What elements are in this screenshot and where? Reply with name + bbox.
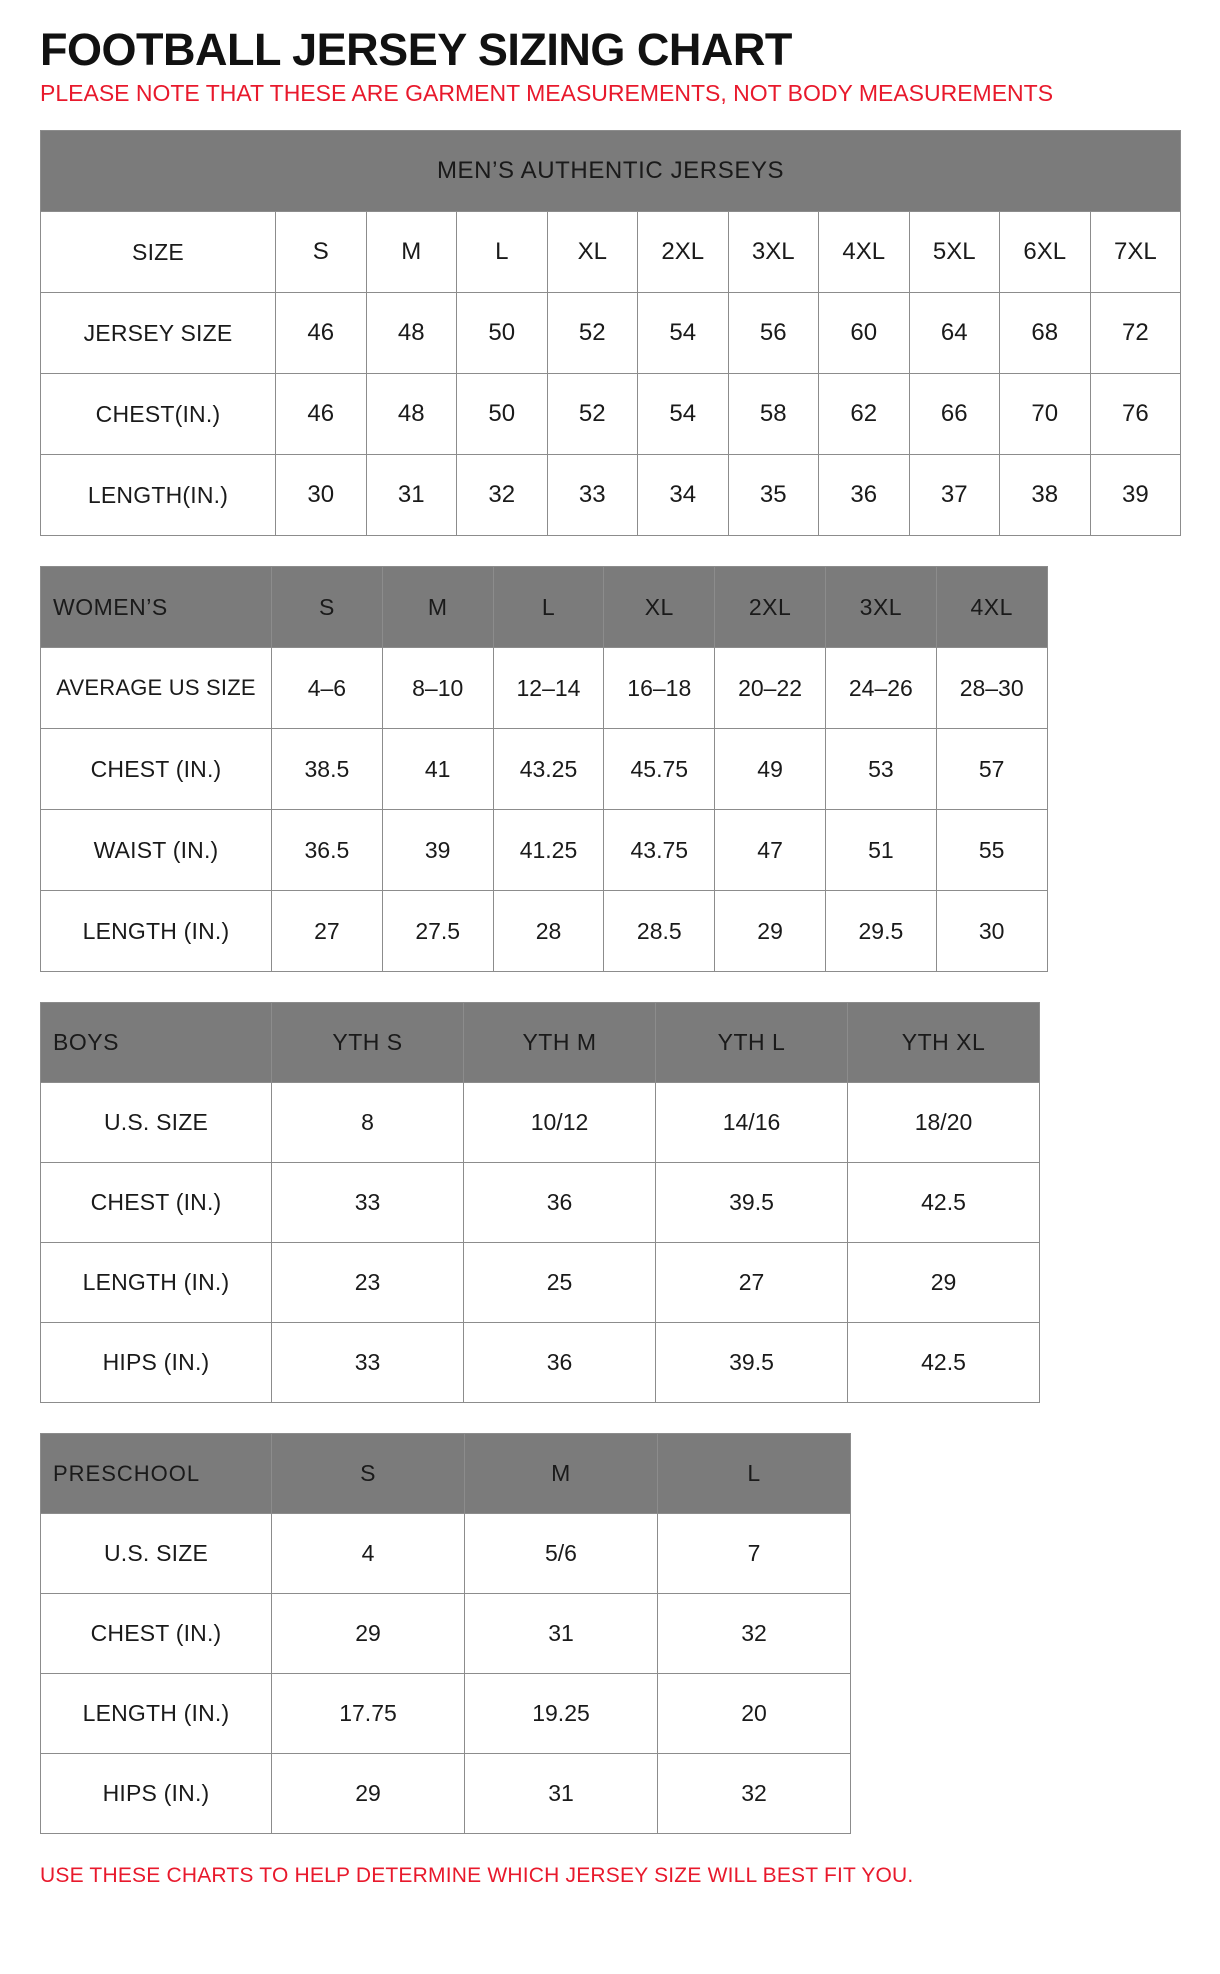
table-cell: 52 <box>547 293 638 374</box>
boys-sizing-table <box>40 1002 1040 1403</box>
table-cell: 76 <box>1090 374 1181 455</box>
row-label: LENGTH(IN.) <box>41 455 276 536</box>
table-cell: 70 <box>1000 374 1091 455</box>
table-cell: 49 <box>715 729 826 810</box>
table-cell: 36 <box>464 1323 656 1403</box>
table-cell: 29 <box>272 1754 465 1834</box>
table-cell: 39.5 <box>656 1163 848 1243</box>
table-row <box>41 1323 1040 1403</box>
mens-banner: MEN’S AUTHENTIC JERSEYS <box>41 131 1181 212</box>
table-cell: 28 <box>493 891 604 972</box>
table-cell: 56 <box>728 293 819 374</box>
column-header: L <box>493 567 604 648</box>
table-cell: 20 <box>658 1674 851 1754</box>
table-cell: 19.25 <box>465 1674 658 1754</box>
table-cell: 4XL <box>819 212 910 293</box>
column-header: YTH L <box>656 1003 848 1083</box>
table-cell: 52 <box>547 374 638 455</box>
row-label: U.S. SIZE <box>41 1514 272 1594</box>
table-cell: 31 <box>465 1594 658 1674</box>
column-header: YTH M <box>464 1003 656 1083</box>
table-row <box>41 212 1181 293</box>
table-row <box>41 1243 1040 1323</box>
table-row <box>41 131 1181 212</box>
row-label: CHEST (IN.) <box>41 729 272 810</box>
column-header: L <box>658 1434 851 1514</box>
footer-note: USE THESE CHARTS TO HELP DETERMINE WHICH JERSEY SIZE WILL BEST FIT YOU. <box>40 1864 914 1887</box>
womens-sizing-table <box>40 566 1048 972</box>
table-cell: 18/20 <box>848 1083 1040 1163</box>
column-header: YTH S <box>272 1003 464 1083</box>
table-cell: XL <box>547 212 638 293</box>
table-cell: 48 <box>366 293 457 374</box>
row-label: JERSEY SIZE <box>41 293 276 374</box>
table-cell: 41 <box>382 729 493 810</box>
table-cell: 72 <box>1090 293 1181 374</box>
table-cell: 4 <box>272 1514 465 1594</box>
table-cell: 34 <box>638 455 729 536</box>
table-cell: 29 <box>272 1594 465 1674</box>
table-cell: 16–18 <box>604 648 715 729</box>
column-header: M <box>382 567 493 648</box>
table-cell: 4–6 <box>272 648 383 729</box>
table-row <box>41 1754 851 1834</box>
table-cell: 48 <box>366 374 457 455</box>
table-row <box>41 1674 851 1754</box>
table-cell: 46 <box>276 374 367 455</box>
table-cell: 20–22 <box>715 648 826 729</box>
table-cell: 24–26 <box>825 648 936 729</box>
row-label: CHEST (IN.) <box>41 1594 272 1674</box>
row-label: LENGTH (IN.) <box>41 1243 272 1323</box>
table-row <box>41 455 1181 536</box>
column-header: 2XL <box>715 567 826 648</box>
table-cell: 39 <box>382 810 493 891</box>
row-label: AVERAGE US SIZE <box>41 648 272 729</box>
table-cell: 53 <box>825 729 936 810</box>
table-cell: 23 <box>272 1243 464 1323</box>
table-cell: 27 <box>656 1243 848 1323</box>
womens-header-label: WOMEN’S <box>41 567 272 648</box>
table-cell: 8–10 <box>382 648 493 729</box>
table-cell: 62 <box>819 374 910 455</box>
table-cell: 68 <box>1000 293 1091 374</box>
table-cell: 14/16 <box>656 1083 848 1163</box>
table-row <box>41 1163 1040 1243</box>
table-cell: 43.75 <box>604 810 715 891</box>
table-row <box>41 293 1181 374</box>
preschool-header-label: PRESCHOOL <box>41 1434 272 1514</box>
table-row <box>41 1594 851 1674</box>
table-cell: 33 <box>272 1323 464 1403</box>
table-cell: 32 <box>658 1594 851 1674</box>
row-label: CHEST(IN.) <box>41 374 276 455</box>
row-label: U.S. SIZE <box>41 1083 272 1163</box>
table-cell: 30 <box>936 891 1047 972</box>
row-label: SIZE <box>41 212 276 293</box>
table-row <box>41 729 1048 810</box>
table-cell: 28–30 <box>936 648 1047 729</box>
column-header: 4XL <box>936 567 1047 648</box>
table-cell: 54 <box>638 293 729 374</box>
table-cell: 25 <box>464 1243 656 1323</box>
table-cell: 33 <box>547 455 638 536</box>
column-header: XL <box>604 567 715 648</box>
table-cell: 6XL <box>1000 212 1091 293</box>
preschool-sizing-table <box>40 1433 851 1834</box>
table-cell: 42.5 <box>848 1163 1040 1243</box>
table-cell: 29 <box>715 891 826 972</box>
row-label: CHEST (IN.) <box>41 1163 272 1243</box>
table-cell: 60 <box>819 293 910 374</box>
table-cell: 39 <box>1090 455 1181 536</box>
table-cell: 66 <box>909 374 1000 455</box>
table-cell: 12–14 <box>493 648 604 729</box>
table-cell: M <box>366 212 457 293</box>
table-cell: 39.5 <box>656 1323 848 1403</box>
table-cell: 41.25 <box>493 810 604 891</box>
column-header: 3XL <box>825 567 936 648</box>
table-cell: 31 <box>366 455 457 536</box>
table-cell: 36 <box>819 455 910 536</box>
row-label: WAIST (IN.) <box>41 810 272 891</box>
table-row <box>41 1514 851 1594</box>
table-cell: 47 <box>715 810 826 891</box>
table-cell: 29.5 <box>825 891 936 972</box>
table-cell: 50 <box>457 374 548 455</box>
row-label: LENGTH (IN.) <box>41 1674 272 1754</box>
table-cell: 38 <box>1000 455 1091 536</box>
table-row <box>41 1003 1040 1083</box>
table-cell: 27 <box>272 891 383 972</box>
column-header: S <box>272 1434 465 1514</box>
table-cell: 45.75 <box>604 729 715 810</box>
table-row <box>41 567 1048 648</box>
table-cell: 38.5 <box>272 729 383 810</box>
table-row <box>41 374 1181 455</box>
table-cell: 8 <box>272 1083 464 1163</box>
table-cell: 50 <box>457 293 548 374</box>
table-cell: 27.5 <box>382 891 493 972</box>
table-cell: 42.5 <box>848 1323 1040 1403</box>
table-cell: 3XL <box>728 212 819 293</box>
table-cell: 64 <box>909 293 1000 374</box>
table-cell: 7XL <box>1090 212 1181 293</box>
table-row <box>41 1083 1040 1163</box>
table-cell: 7 <box>658 1514 851 1594</box>
table-cell: 29 <box>848 1243 1040 1323</box>
table-cell: 43.25 <box>493 729 604 810</box>
table-cell: 36.5 <box>272 810 383 891</box>
table-row <box>41 648 1048 729</box>
table-cell: S <box>276 212 367 293</box>
table-cell: 5/6 <box>465 1514 658 1594</box>
table-cell: 33 <box>272 1163 464 1243</box>
table-cell: 36 <box>464 1163 656 1243</box>
table-cell: 10/12 <box>464 1083 656 1163</box>
table-row <box>41 810 1048 891</box>
table-cell: 51 <box>825 810 936 891</box>
table-cell: 54 <box>638 374 729 455</box>
table-cell: 30 <box>276 455 367 536</box>
table-cell: 57 <box>936 729 1047 810</box>
table-cell: 2XL <box>638 212 729 293</box>
mens-sizing-table <box>40 130 1181 536</box>
row-label: LENGTH (IN.) <box>41 891 272 972</box>
table-cell: 28.5 <box>604 891 715 972</box>
table-cell: 5XL <box>909 212 1000 293</box>
column-header: S <box>272 567 383 648</box>
column-header: M <box>465 1434 658 1514</box>
table-cell: 31 <box>465 1754 658 1834</box>
table-cell: 58 <box>728 374 819 455</box>
row-label: HIPS (IN.) <box>41 1754 272 1834</box>
table-cell: 35 <box>728 455 819 536</box>
table-cell: 17.75 <box>272 1674 465 1754</box>
row-label: HIPS (IN.) <box>41 1323 272 1403</box>
boys-header-label: BOYS <box>41 1003 272 1083</box>
column-header: YTH XL <box>848 1003 1040 1083</box>
table-cell: 32 <box>457 455 548 536</box>
table-row <box>41 891 1048 972</box>
table-cell: 46 <box>276 293 367 374</box>
table-row <box>41 1434 851 1514</box>
table-cell: 32 <box>658 1754 851 1834</box>
page-title: FOOTBALL JERSEY SIZING CHART <box>40 24 792 75</box>
table-cell: L <box>457 212 548 293</box>
table-cell: 37 <box>909 455 1000 536</box>
table-cell: 55 <box>936 810 1047 891</box>
measurement-disclaimer: PLEASE NOTE THAT THESE ARE GARMENT MEASUREMENTS, NOT BODY MEASUREMENTS <box>40 80 1054 107</box>
